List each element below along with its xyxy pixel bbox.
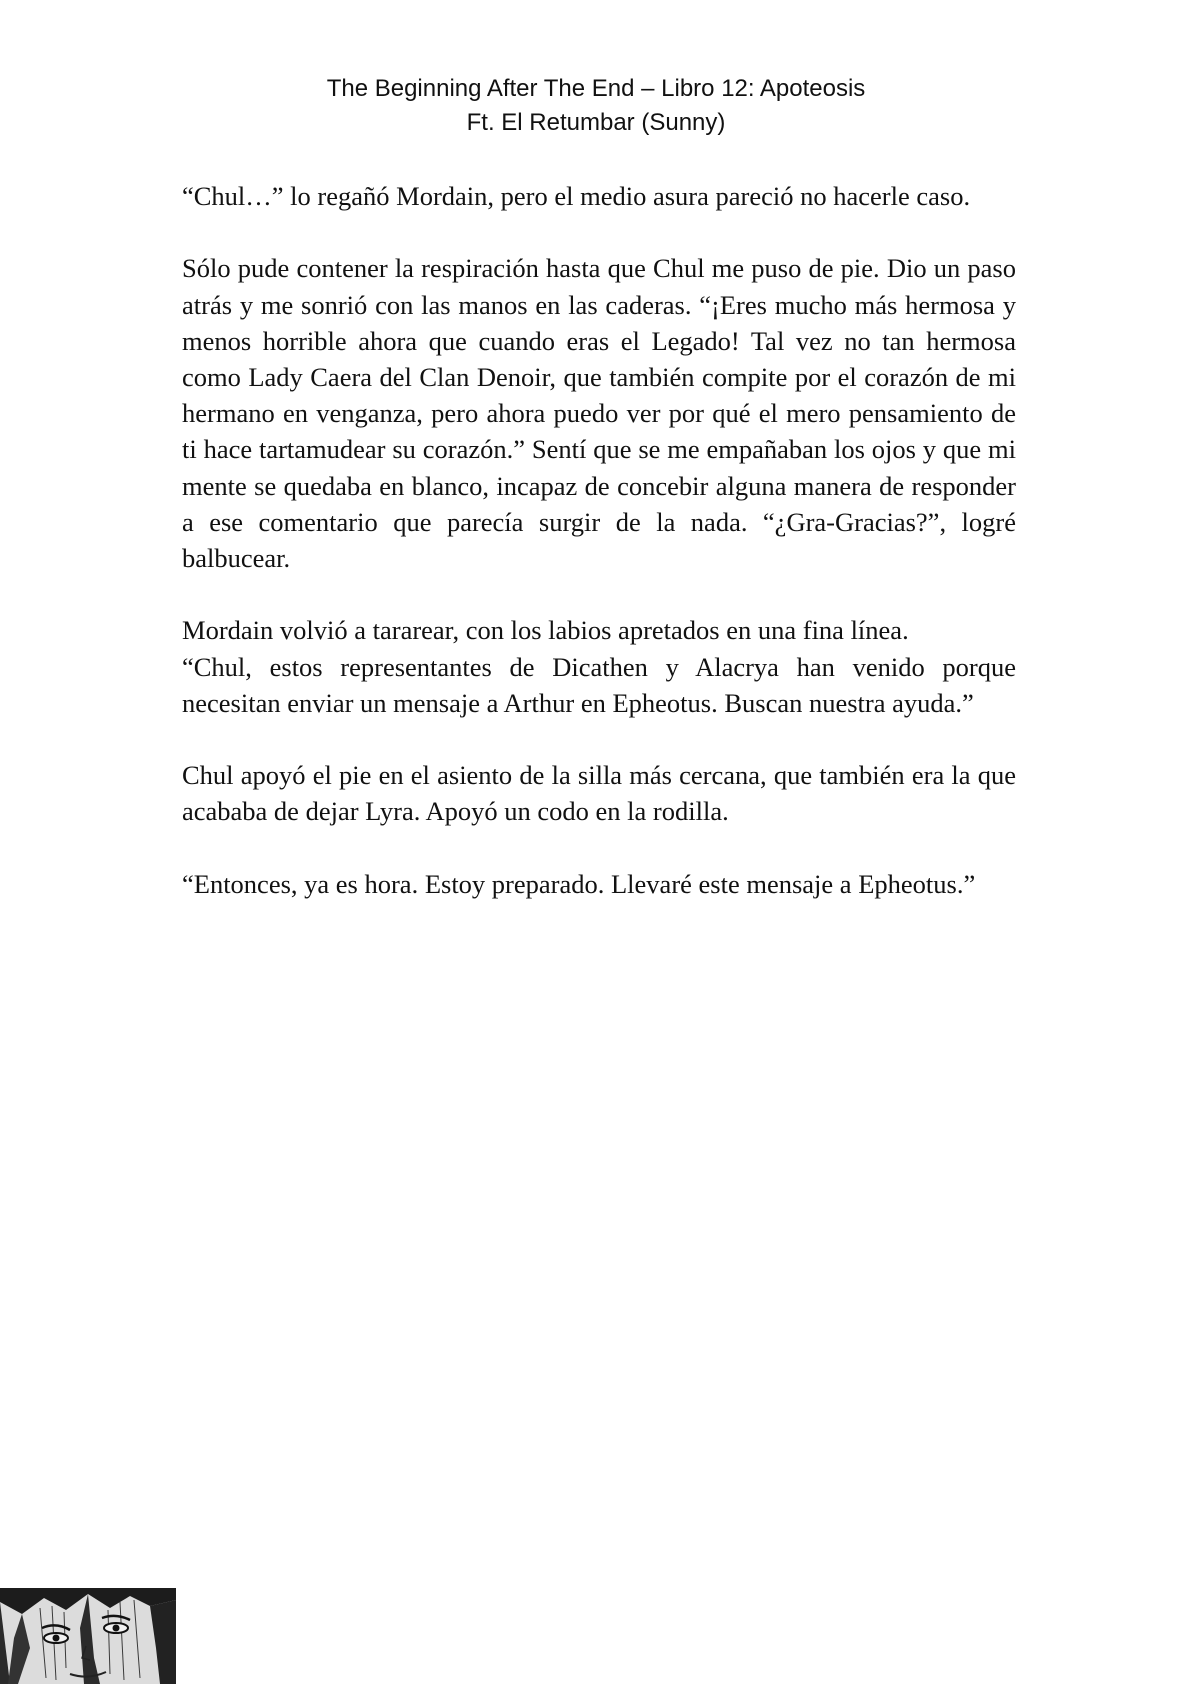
paragraph-3: Mordain volvió a tararear, con los labios apretados en una fina línea. <box>182 615 909 646</box>
manga-face-icon <box>0 1588 176 1684</box>
paragraph-2: Sólo pude contener la respiración hasta que Chul me puso de pie. Dio un paso atrás y me sonrió con las manos en las caderas. “¡Eres mucho más hermosa y menos horrible ahora que cuando eras el Legado! Tal vez no tan hermosa como Lady Caera del Clan Denoir, que también compite por el corazón de mi hermano en venganza, pero ahora puedo ver por qué el mero pensamiento de ti hace tartamudear su corazón.” Sentí que se me empañaban los ojos y que mi mente se quedaba en blanco, incapaz de concebir alguna manera de responder a ese comentario que parecía surgir de la nada. “¿Gra-Gracias?”, logré balbucear. <box>182 253 1016 574</box>
paragraph-1: “Chul…” lo regañó Mordain, pero el medio asura pareció no hacerle caso. <box>182 181 971 211</box>
paragraph-4: “Chul, estos representantes de Dicathen y Alacrya han venido porque necesitan enviar un mensaje a Arthur en Epheotus. Buscan nuestra ayuda.” <box>182 651 1016 718</box>
header-subtitle: Ft. El Retumbar (Sunny) <box>466 109 726 136</box>
document-body <box>182 178 1016 938</box>
paragraph-6: “Entonces, ya es hora. Estoy preparado. Llevaré este mensaje a Epheotus.” <box>182 868 976 899</box>
paragraph-5: Chul apoyó el pie en el asiento de la silla más cercana, que también era la que acababa de dejar Lyra. Apoyó un codo en la rodilla. <box>182 760 1016 827</box>
page-header <box>0 72 1192 140</box>
header-title: The Beginning After The End – Libro 12: Apoteosis <box>326 75 866 102</box>
